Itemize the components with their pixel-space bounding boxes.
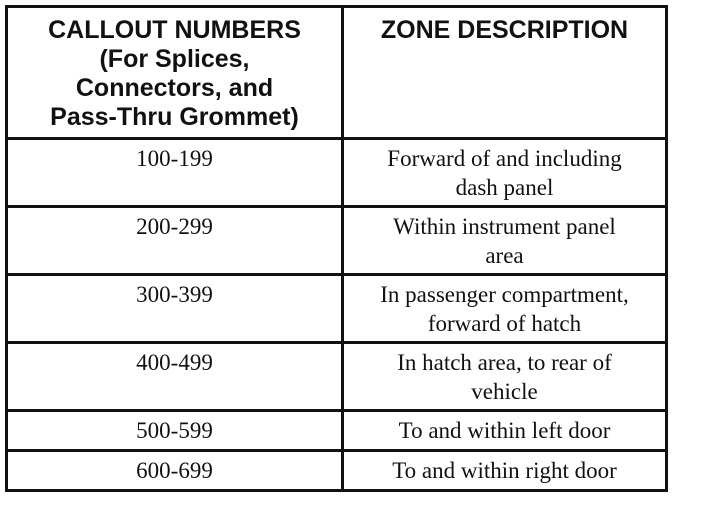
zone-line: dash panel	[455, 175, 554, 200]
header-callout-numbers	[7, 7, 343, 139]
zone-line: Within instrument panel	[393, 214, 616, 239]
table-row	[7, 275, 667, 343]
zone-line: Forward of and including	[387, 146, 622, 171]
zone-line: area	[485, 243, 524, 268]
header-row	[7, 7, 667, 139]
header-callout-line: (For Splices,	[99, 45, 250, 73]
callout-cell: 600-699	[7, 451, 343, 491]
callout-cell: 500-599	[7, 411, 343, 451]
table-row	[7, 411, 667, 451]
header-callout-line: CALLOUT NUMBERS	[48, 16, 301, 44]
callout-cell: 100-199	[7, 139, 343, 207]
callout-cell: 300-399	[7, 275, 343, 343]
zone-line: To and within left door	[398, 418, 611, 443]
header-zone-description	[343, 7, 667, 139]
zone-cell	[343, 275, 667, 343]
callout-cell: 400-499	[7, 343, 343, 411]
zone-line: In hatch area, to rear of	[397, 350, 612, 375]
table-row	[7, 207, 667, 275]
zone-line: forward of hatch	[427, 311, 582, 336]
zone-cell	[343, 207, 667, 275]
header-callout-line: Connectors, and	[75, 74, 274, 102]
header-callout-line: Pass-Thru Grommet)	[50, 103, 299, 131]
zone-line: To and within right door	[392, 458, 617, 483]
table-row	[7, 451, 667, 491]
zone-line: In passenger compartment,	[380, 282, 629, 307]
zone-cell	[343, 411, 667, 451]
zone-line: vehicle	[471, 379, 538, 404]
zone-cell	[343, 451, 667, 491]
header-zone-line: ZONE DESCRIPTION	[380, 16, 629, 44]
zone-cell	[343, 139, 667, 207]
table-row	[7, 139, 667, 207]
callout-cell: 200-299	[7, 207, 343, 275]
zone-table	[5, 5, 668, 492]
table-row	[7, 343, 667, 411]
zone-cell	[343, 343, 667, 411]
